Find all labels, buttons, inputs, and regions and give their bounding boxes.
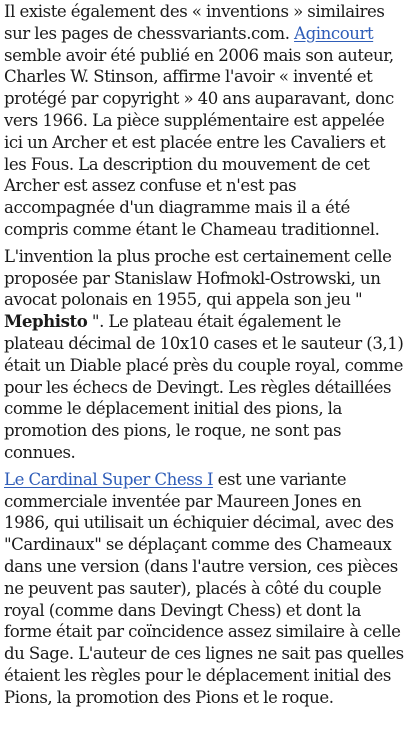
paragraph-text: L'invention la plus proche est certainement celle proposée par Stanislaw Hofmokl-Ostrowski, un avocat polonais en 1955, qui appela son jeu " [4,246,392,310]
paragraph-text: Il existe également des « inventions » similaires sur les pages de chessvariants.com. [4,2,385,43]
paragraph-text: ". Le plateau était également le plateau décimal de 10x10 cases et le sauteur (3,1) était un Diable placé près du couple royal, comme pour les échecs de Devingt. Les règles détaillées comme le déplacement initial des pions, la promotion des pions, le roque, ne sont pas connues. [4,312,404,462]
paragraph-mephisto [4,246,404,464]
paragraph-text: semble avoir été publié en 2006 mais son auteur, Charles W. Stinson, affirme l'avoir « inventé et protégé par copyright » 40 ans auparavant, donc vers 1966. La pièce supplémentaire est appelée ici un Archer et est placée entre les Cavaliers et les Fous. La description du mouvement de cet Archer est assez confuse et n'est pas accompagnée d'un diagramme mais il a été compris comme étant le Chameau traditionnel. [4,45,394,239]
paragraph-text: est une variante commerciale inventée par Maureen Jones en 1986, qui utilisait un échiquier décimal, avec des "Cardinaux" se déplaçant comme des Chameaux dans une version (dans l'autre version, ces pièces ne peuvent pas sauter), placés à côté du couple royal (comme dans Devingt Chess) et dont la forme était par coïncidence assez similaire à celle du Sage. L'auteur de ces lignes ne sait pas quelles étaient les règles pour le déplacement initial des Pions, la promotion des Pions et le roque. [4,469,404,707]
paragraph-cardinal [4,469,404,709]
mephisto-bold-term: Mephisto [4,311,88,332]
agincourt-link[interactable]: Agincourt [294,23,374,43]
cardinal-super-chess-link[interactable]: Le Cardinal Super Chess I [4,469,214,489]
paragraph-agincourt [4,1,404,241]
